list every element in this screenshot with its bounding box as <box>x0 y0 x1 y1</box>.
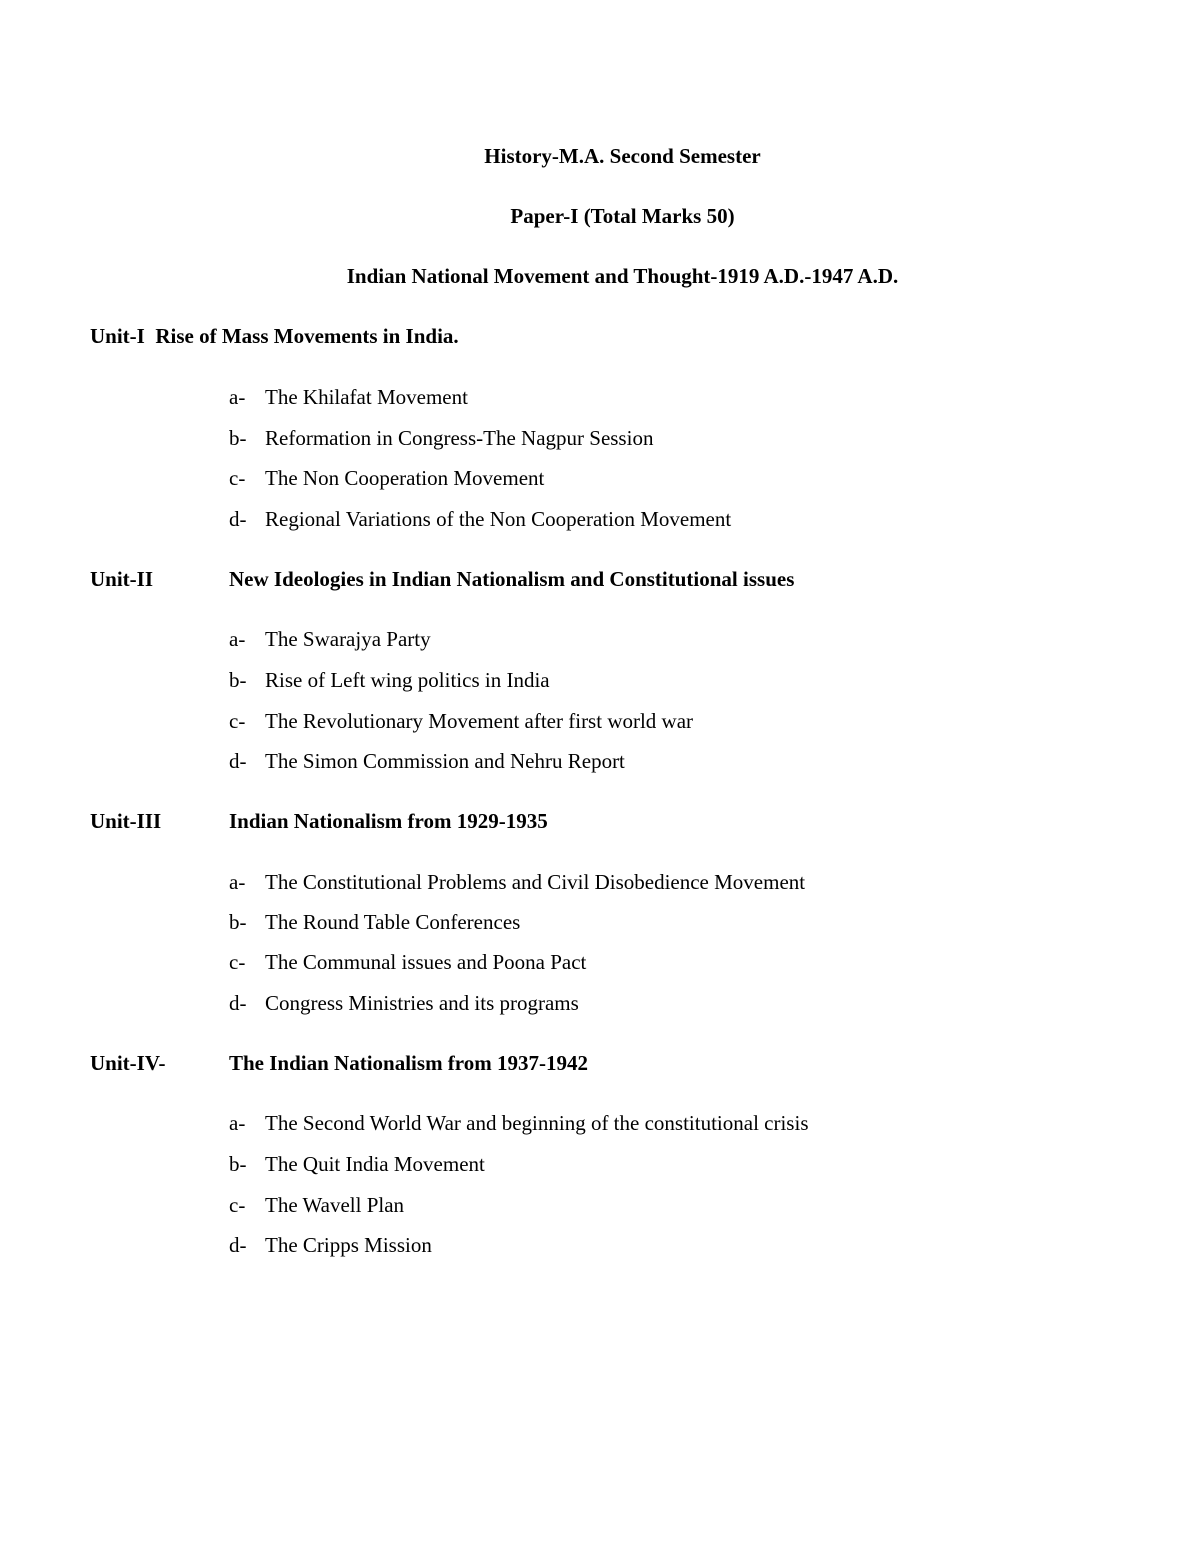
item-letter: b- <box>229 668 247 692</box>
paper-title: Paper-I (Total Marks 50) <box>510 204 735 228</box>
unit-4-title: The Indian Nationalism from 1937-1942 <box>229 1051 588 1075</box>
list-item <box>229 506 731 532</box>
item-text: The Second World War and beginning of the constitutional crisis <box>265 1111 809 1135</box>
list-item <box>229 949 586 975</box>
course-title: Indian National Movement and Thought-1919 A.D.-1947 A.D. <box>346 264 899 288</box>
item-text: Reformation in Congress-The Nagpur Session <box>265 426 654 450</box>
item-letter: c- <box>229 709 246 733</box>
item-letter: d- <box>229 749 247 773</box>
list-item <box>229 425 653 451</box>
item-letter: b- <box>229 1152 247 1176</box>
unit-2-title: New Ideologies in Indian Nationalism and Constitutional issues <box>229 567 795 591</box>
item-text: The Cripps Mission <box>265 1233 432 1257</box>
item-letter: c- <box>229 466 246 490</box>
list-item <box>229 990 579 1016</box>
list-item <box>229 748 625 774</box>
item-text: The Revolutionary Movement after first world war <box>265 709 694 733</box>
item-letter: b- <box>229 426 247 450</box>
list-item <box>229 1232 432 1258</box>
item-letter: a- <box>229 1111 246 1135</box>
list-item <box>229 909 520 935</box>
unit-1-title: Rise of Mass Movements in India. <box>155 324 459 348</box>
item-text: The Simon Commission and Nehru Report <box>265 749 625 773</box>
unit-3-title: Indian Nationalism from 1929-1935 <box>229 809 548 833</box>
list-item <box>229 708 693 734</box>
list-item <box>229 1151 485 1177</box>
unit-4-label: Unit-IV- <box>90 1051 166 1075</box>
item-letter: d- <box>229 1233 247 1257</box>
list-item <box>229 667 550 693</box>
list-item <box>229 626 431 652</box>
list-item <box>229 1192 404 1218</box>
item-letter: a- <box>229 385 246 409</box>
list-item <box>229 465 544 491</box>
list-item <box>229 1110 809 1136</box>
item-text: Rise of Left wing politics in India <box>265 668 550 692</box>
item-text: The Quit India Movement <box>265 1152 485 1176</box>
item-letter: d- <box>229 507 247 531</box>
unit-1-label: Unit-I <box>90 324 145 348</box>
unit-2-label: Unit-II <box>90 567 154 591</box>
list-item <box>229 384 468 410</box>
item-letter: c- <box>229 1193 246 1217</box>
item-text: The Round Table Conferences <box>265 910 521 934</box>
item-text: The Non Cooperation Movement <box>265 466 545 490</box>
item-text: The Swarajya Party <box>265 627 431 651</box>
list-item <box>229 869 805 895</box>
item-letter: a- <box>229 870 246 894</box>
item-letter: b- <box>229 910 247 934</box>
item-letter: d- <box>229 991 247 1015</box>
item-text: Congress Ministries and its programs <box>265 991 579 1015</box>
unit-1-heading <box>90 323 459 349</box>
item-text: The Constitutional Problems and Civil Disobedience Movement <box>265 870 806 894</box>
item-letter: a- <box>229 627 246 651</box>
item-text: Regional Variations of the Non Cooperation Movement <box>265 507 732 531</box>
document-title: History-M.A. Second Semester <box>484 144 761 168</box>
item-text: The Communal issues and Poona Pact <box>265 950 587 974</box>
item-letter: c- <box>229 950 246 974</box>
unit-3-label: Unit-III <box>90 809 162 833</box>
item-text: The Wavell Plan <box>265 1193 405 1217</box>
item-text: The Khilafat Movement <box>265 385 468 409</box>
